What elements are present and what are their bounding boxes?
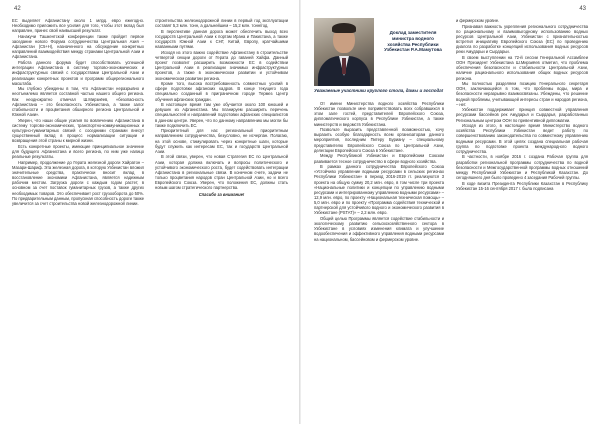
paragraph: Например, продолжение до Герата железной дороги Хайратон – Мазари-Шариф. Эта железная дорога, в которую Узбекистан вложил значительные средства, практически вносит вклад в восстановление экономики Афганистана, является надежным рабочим местом. Загрузка дороги с каждым годом растет, в основном за счет поставок гуманитарных грузов, а также других необходимых товаров. Это обеспечивает рост грузооборота до 50%. По предварительным данным, пропускная способность дороги также увеличится за счет строительства новой железнодорожной линии. [12,159,145,206]
paragraph: Уверен, что наши общие усилия по вовлечению Афганистана в систему торгово-экономических, транспортно-коммуникационных и культурно-гуманитарных связей с соседними странами внесут существенный вклад в процесс нормализации ситуации и возвращения этой страны к мирной жизни. [12,117,144,144]
left-column-2 [155,18,288,197]
paragraph: Приоритетный для нас региональный приоритетным направлением сотрудничества, безусловно, не исчерпан. Полагаю, на этой основе, стимулировать через конкретные шаги, которые будут служить как интересам ЕС, так и государств Центральной Азии. [155,128,288,154]
paragraph: В настоящее время там уже обучается около 100 юношей и девушек из Афганистана. Мы планируем расширить перечень специальностей и направлений подготовки афганских специалистов в данном центре. Уверен, что по данному направлению мы могли бы также подключить ЕС. [155,102,288,128]
left-column-1 [12,18,144,206]
paragraph: От имени Министерства водного хозяйства Республики Узбекистан позвольте мне поприветствовать всех собравшихся в этом зале гостей, представителей Европейского Союза, дипломатического корпуса в Республике Узбекистан, а также министерств и ведомств Узбекистана. [314,101,444,127]
paragraph: В частности, в ноябре 2016 г. создана Рабочая группа для разработки региональной программы сотрудничества по водной безопасности и Межгосударственной программы водных отношений между Республикой Узбекистан и Республикой Казахстан. До сегодняшнего дня было проведено 4 заседания Рабочей группы. [456,154,588,181]
page-number-right: 43 [579,6,586,12]
paragraph: Исходя из этого важно содействие Афганистану в строительстве четвертой секции дороги от Герата до гаваней Хайфа. Данный проект позволит расширить возможности ЕС в содействии Центральной Азии в реализации значимых инфраструктурных проектов, а также в экономическом развитии и устойчивом экономическом развитии региона. [155,49,288,81]
paragraph: ЕС выделяет Афганистану около 1 млрд. евро ежегодно. Необходимо приложить все усилия для того, чтобы этот вклад был направлен, принес свой наивысший результат. [12,18,144,34]
closing-line: Спасибо за внимание! [198,191,245,197]
paragraph: Работа данного форума будет способствовать успешной интеграции Афганистана в систему торгово-экономических и инфраструктурных связей с государствами Центральной Азии и реализации конкретных проектов и программ общерегионального масштаба. [12,60,144,86]
paragraph: Есть конкретные проекты, имеющие принципиальное значение для будущего Афганистана и всего региона, по ним уже налицо реальные результаты. [12,143,144,160]
paragraph: В рамках данного сотрудничества Европейского Союза «Устойчиво управление водными ресурсами в сельских регионах Республики Узбекистан» в период 2016-2019 гг. реализуются 3 проекта на общую сумму 20,2 млн. евро, в том числе три проекта «Национальные политики и концепции по управлению водными ресурсами и интегрированному управлению водными ресурсами» – 12,9 млн. евро, по проекту «Национальная техническая помощь» – 5,0 млн. евро и по проекту «Программа содействия технической и партнерской для устойчивого водного и экономического развития в Узбекистане (PSTAT)» – 2,2 млн. евро. [314,164,444,216]
photo-caption: Доклад заместителя министра водного хозяйства Республики Узбекистан Р.А.Мамутова [384,30,442,53]
paragraph: Между Республикой Узбекистан и Европейским Союзом развивается тесное сотрудничество в сфере водного хозяйства. [314,153,444,164]
speaker-photo [314,18,374,86]
paragraph: Нанакучи Ташкентской конференции также пройдет первое заседание нового Форума сотрудничества Центральная Азия – Афганистан (C5+Н), назначенного на обсуждение конкретных направлений взаимодействия между странами Центральной Азии и Афганистана. [12,33,144,60]
greeting-heading: Уважаемые участники круглого стола, дамы и господа! [314,88,444,93]
page-number-left: 42 [14,6,21,12]
paragraph: Общей целью Программы является содействие стабильности и экологическому развитию сельскохозяйственного сектора в Узбекистане в условиях изменения климата и улучшение водообеспечения и эффективного управления водными ресурсами на национальном, бассейновом и фермерском уровне. [314,216,444,242]
paragraph: Признавая важность укрепления регионального сотрудничества по рациональному и взаимовыгодному использованию водных ресурсов Центральной Азии, Узбекистан с признательностью встретил инициативу Европейского Союза (ЕС) по проведению диалога по разработке концепций использования водных ресурсов реки Амударьи и Сырдарьи. [456,23,588,55]
paragraph: В своем выступлении на 72-й сессии Генеральной Ассамблеи ООН Президент Узбекистана Ш.Мирзиёев отметил, что проблема обеспечения безопасности и стабильности Центральной Азии, наличие рационального использования общих водных ресурсов региона. [456,54,588,81]
paragraph: и фермерском уровне. [456,18,500,23]
paragraph: Исходя из этого, в настоящее время Министерство водного хозяйства Республики Узбекистан ведет работу по совершенствованию законодательства по совместному управлению водными ресурсами. В этой целях создана специальная рабочая группа по подготовке проекта международного водного сотрудничества. [456,123,588,154]
paragraph: В ходе визита Президента Республики Казахстан в Республику Узбекистан 15-16 сентября 2017 г. была подписана [456,180,588,191]
paragraph: Позвольте выразить представленной возможностью, хочу выразить особую благодарность всем организаторам данного мероприятия, последним Питеру Буриану – специальному представителю Европейского Союза по Центральной Азии, делегации Европейского Союза в Узбекистане. [314,127,444,153]
paragraph: Узбекистан поддерживает принцип совместной управления ресурсами бассейнов рек Амударья и Сырдарья, разработанных Региональным центром ООН по превентивной дипломатии. [456,107,588,123]
paragraph: В перспективе данная дорога может обеспечить выход всех государств Центральной Азии к портам Ирана и Пакистана, а также государств Южной Азии к СНГ, Китай, Европу, кратчайшими названными путями. [155,28,288,50]
paragraph: В этой связи, уверен, что новая Стратегия ЕС по Центральной Азии, которая должна включать и вопросы политического и устойчивого экономического роста, будет содействовать интеграции Афганистана в региональные связи. В конечном счете, задачи не только процветания народов стран Центральной Азии, но и всего Европейского Союза. Уверен, что положения ЕС, должны стать новым шагом стратегического партнерства. [155,154,288,191]
paragraph: Кроме того, высока востребованность совместных усилий в сфере подготовки афганских кадров. В конце текущего года специально созданный в приграничном городе Термез Центр обучения афганских граждан. [155,81,288,102]
paragraph: строительства железнодорожной линии в первый год эксплуатации составят 5,3 млн. тонн, а дальнейшем – 15,2 млн. тонн/год. [155,18,288,29]
right-column-1 [314,101,444,242]
right-page [300,0,600,424]
right-column-2 [456,18,588,191]
paragraph: Мы полностью разделяем позицию Генерального секретаря ООН, заключающейся в том, что проблемы воды, мира и безопасности неразрывно взаимосвязаны. Убеждены, что решение водной проблемы, учитывающей интересы стран и народов региона, – нет. [456,81,588,107]
paragraph: Мы глубоко убеждены в том, что Афганистан неразрывно и неотъемлемо является составной частью нашего общего региона. Как неоднократно отмечал Ш.Мирзиёев, «безопасность Афганистана – это безопасность Узбекистана, а также залог стабильности и процветания обширного региона Центральной и Южной Азии». [12,86,144,117]
